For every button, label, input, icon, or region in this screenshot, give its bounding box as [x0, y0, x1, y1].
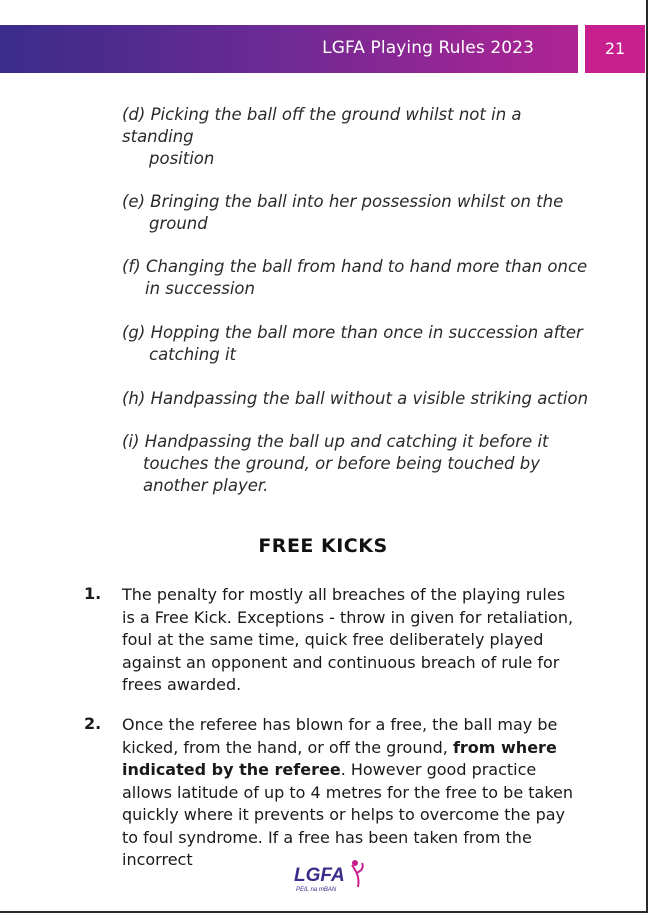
rule-item-h [122, 388, 592, 410]
rule-text-cont: catching it [149, 345, 236, 364]
page-number: 21 [585, 25, 645, 73]
rule-marker: (g) [122, 323, 146, 342]
rule-item-f [122, 256, 592, 300]
item-text-part: . However good practice allows latitude of up to 4 metres for the free to be taken quickly where it prevents or helps to overcome the pay to foul syndrome. If a free has been taken from the incorrect [122, 760, 574, 869]
rule-marker: (d) [122, 105, 146, 124]
rule-marker: (h) [122, 389, 146, 408]
item-number: 2. [84, 714, 102, 733]
header-bar [0, 25, 578, 73]
rule-marker: (i) [122, 432, 140, 451]
rule-marker: (e) [122, 192, 146, 211]
item-number: 1. [84, 584, 102, 603]
header-title: LGFA Playing Rules 2023 [322, 38, 534, 58]
rule-item-e [122, 191, 592, 235]
rule-item-g [122, 322, 592, 366]
lgfa-logo [290, 857, 370, 899]
rule-text-cont: position [149, 149, 215, 168]
rule-text-cont: in succession [145, 279, 255, 298]
section-heading: FREE KICKS [258, 535, 388, 557]
rule-text: Handpassing the ball without a visible striking action [150, 389, 589, 408]
rule-list [122, 104, 592, 497]
item-text-bold: from where indicated by the referee [122, 737, 557, 779]
player-icon [352, 863, 363, 887]
rule-text-cont: touches the ground, or before being touched by [143, 454, 540, 473]
item-text: The penalty for mostly all breaches of the playing rules is a Free Kick. Exceptions - throw in given for retaliation, foul at the same time, quick free deliberately played against an opponent and continuous breach of rule for frees awarded. [122, 585, 574, 694]
rule-text: Picking the ball off the ground whilst not in a standing [122, 105, 522, 146]
rule-text: Handpassing the ball up and catching it before it [144, 432, 549, 451]
rule-text: Hopping the ball more than once in succession after [150, 323, 583, 342]
logo-subtext: PEIL na mBAN [296, 887, 337, 893]
item-text-part: Once the referee has blown for a free, the ball may be kicked, from the hand, or off the ground, [122, 715, 558, 757]
rule-item-i [122, 431, 592, 497]
logo-text: LGFA [294, 865, 345, 886]
rule-marker: (f) [122, 257, 141, 276]
item-text [122, 714, 582, 872]
rule-text-cont: another player. [143, 476, 269, 495]
player-head-icon [352, 860, 358, 866]
rule-text: Bringing the ball into her possession whilst on the [150, 192, 564, 211]
rule-item-d [122, 104, 592, 170]
rule-text-cont: ground [149, 214, 208, 233]
rule-text: Changing the ball from hand to hand more than once [145, 257, 588, 276]
